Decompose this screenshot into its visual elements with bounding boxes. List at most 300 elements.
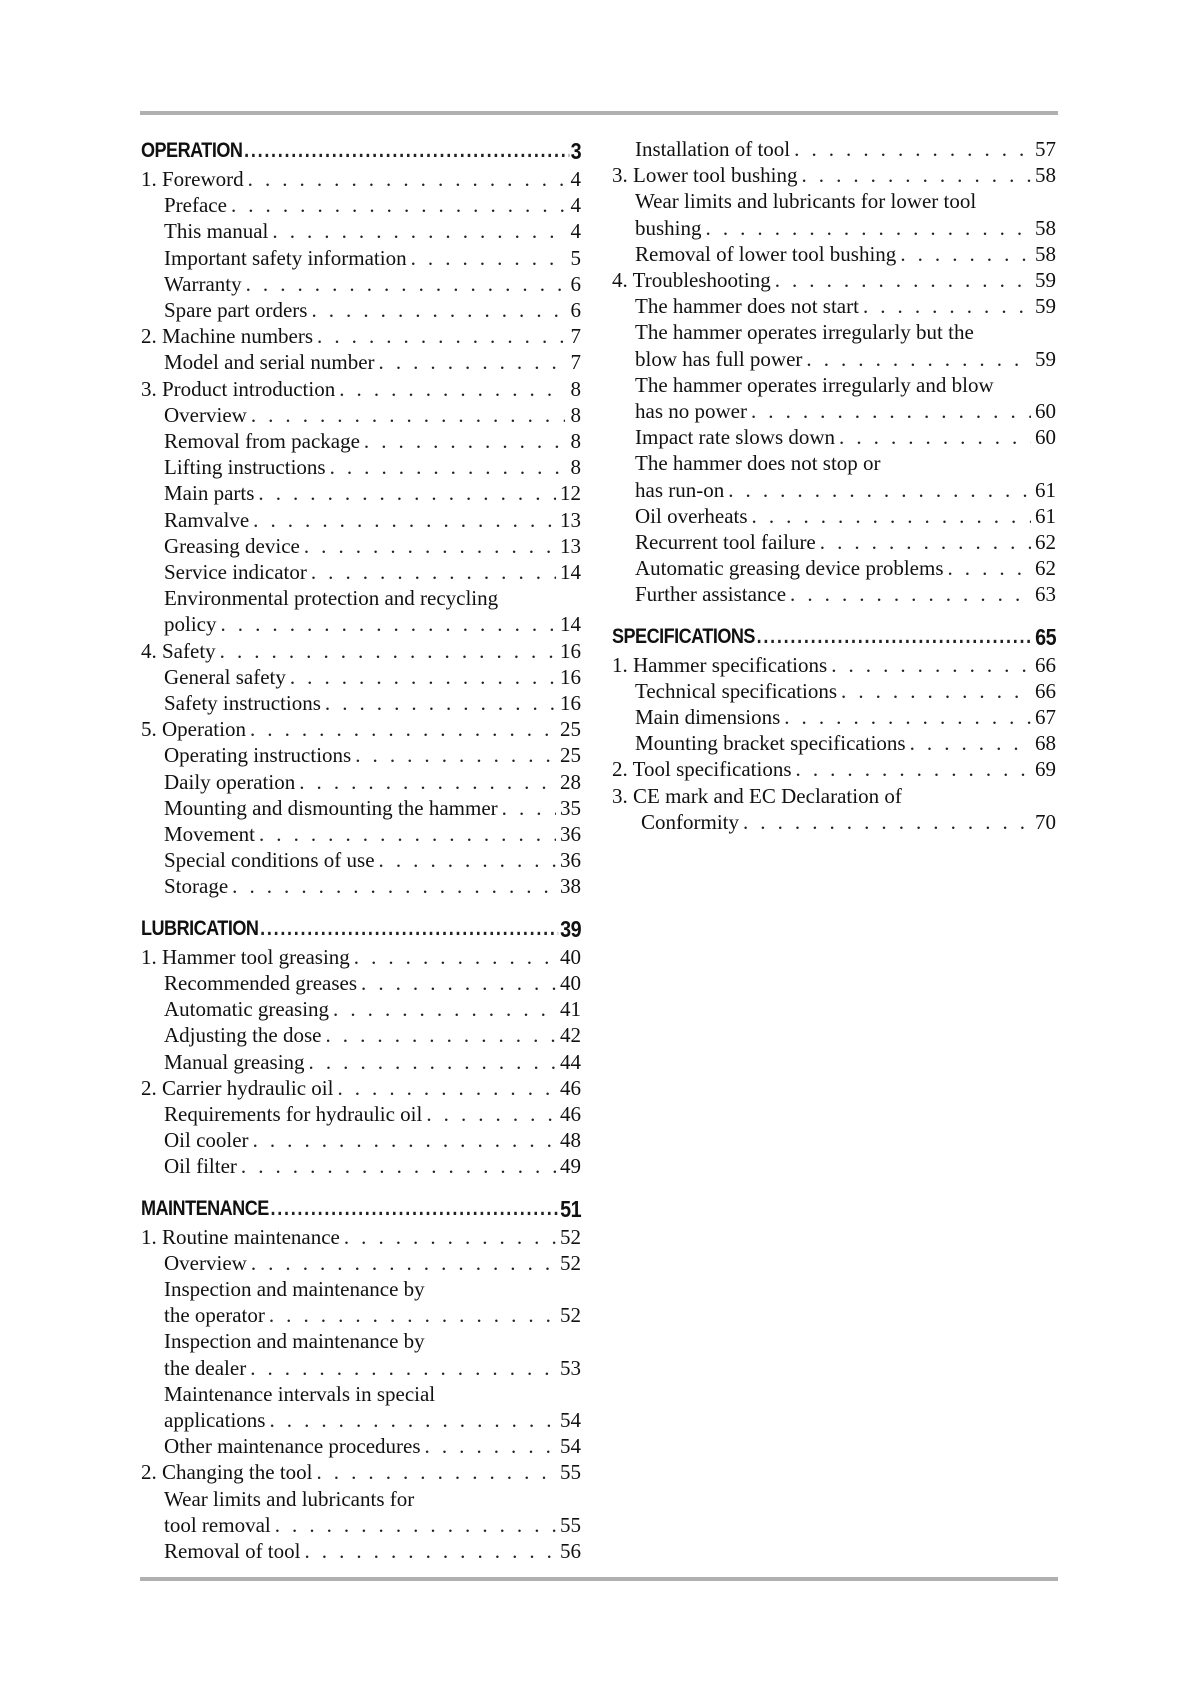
toc-entry-title: Oil overheats (635, 503, 748, 528)
toc-dot-leader (231, 192, 565, 218)
toc-entry[interactable] (141, 1381, 581, 1407)
toc-entry-page: 5 (570, 245, 581, 270)
toc-entry-title: Main parts (164, 481, 255, 506)
toc-entry[interactable] (141, 1512, 581, 1538)
toc-entry-title: This manual (164, 219, 269, 244)
toc-entry-title: Wear limits and lubricants for lower tool (635, 189, 977, 214)
toc-entry-page: 36 (560, 848, 581, 873)
toc-section (141, 914, 581, 1180)
toc-entry-title: Automatic greasing (164, 997, 330, 1022)
toc-dot-leader (796, 756, 1031, 782)
toc-dot-leader (354, 944, 556, 970)
toc-entry[interactable] (141, 611, 581, 637)
toc-entry-page: 58 (1035, 241, 1056, 266)
toc-entry[interactable] (141, 690, 581, 716)
toc-right-column (612, 136, 1056, 835)
toc-entry[interactable] (612, 730, 1056, 756)
toc-entry[interactable] (141, 1407, 581, 1433)
toc-entry-page: 6 (570, 271, 581, 296)
toc-entry-title: 4. Troubleshooting (612, 268, 771, 293)
toc-entry-title: The hammer operates irregularly and blow (635, 372, 994, 397)
toc-entry[interactable] (141, 585, 581, 611)
toc-entry-title: Special conditions of use (164, 848, 375, 873)
toc-dot-leader (251, 402, 565, 428)
toc-heading-page: 51 (560, 1195, 582, 1222)
toc-entry-title: 3. CE mark and EC Declaration of (612, 783, 902, 808)
toc-entry[interactable] (141, 1538, 581, 1564)
toc-dot-leader (502, 795, 556, 821)
toc-dot-leader (784, 704, 1031, 730)
toc-section (612, 136, 1056, 608)
toc-dot-leader (743, 809, 1031, 835)
toc-entry-page: 48 (560, 1128, 581, 1153)
toc-entry[interactable] (612, 652, 1056, 678)
toc-entry-title: Technical specifications (635, 678, 838, 703)
toc-entry[interactable] (612, 267, 1056, 293)
toc-dot-leader (411, 245, 565, 271)
toc-entry-title: 5. Operation (141, 717, 246, 742)
toc-entry[interactable] (141, 1276, 581, 1302)
toc-dot-leader (272, 218, 565, 244)
toc-entry-page: 4 (570, 193, 581, 218)
toc-dot-leader (379, 847, 556, 873)
toc-entry[interactable] (141, 297, 581, 323)
toc-dot-leader (311, 297, 565, 323)
toc-entry-page: 40 (560, 944, 581, 969)
toc-entry-page: 12 (560, 481, 581, 506)
toc-entry[interactable] (141, 638, 581, 664)
toc-entry-page: 58 (1035, 163, 1056, 188)
toc-heading-page: 65 (1035, 623, 1057, 650)
toc-entry-title: The hammer operates irregularly but the (635, 320, 974, 345)
toc-dot-leader (831, 652, 1031, 678)
toc-entry[interactable] (141, 323, 581, 349)
toc-entry-page: 70 (1035, 809, 1056, 834)
toc-dot-leader (317, 1459, 557, 1485)
toc-entry-title: Inspection and maintenance by (164, 1329, 425, 1354)
toc-entry-title: applications (164, 1407, 266, 1432)
toc-entry[interactable] (612, 188, 1056, 214)
toc-entry-page: 59 (1035, 268, 1056, 293)
toc-entry-title: General safety (164, 664, 286, 689)
toc-entry-page: 16 (560, 638, 581, 663)
toc-entry-page: 62 (1035, 530, 1056, 555)
toc-entry-page: 59 (1035, 294, 1056, 319)
toc-entry[interactable] (141, 559, 581, 585)
toc-section (141, 136, 581, 900)
top-divider (140, 111, 1058, 115)
toc-dot-leader (326, 1022, 557, 1048)
toc-dot-leader (339, 376, 565, 402)
toc-entry[interactable] (141, 821, 581, 847)
toc-dot-leader (344, 1224, 556, 1250)
toc-entry[interactable] (141, 1355, 581, 1381)
toc-dot-leader (241, 1153, 556, 1179)
toc-entry-title: Main dimensions (635, 705, 781, 730)
toc-entry[interactable] (141, 716, 581, 742)
toc-section (612, 622, 1056, 835)
toc-entry-page: 56 (560, 1538, 581, 1563)
toc-entry[interactable] (141, 349, 581, 375)
toc-entry-title: Safety instructions (164, 691, 321, 716)
toc-entry-page: 61 (1035, 477, 1056, 502)
toc-dot-leader (364, 428, 565, 454)
toc-entry-title: Oil filter (164, 1154, 237, 1179)
toc-entry-page: 66 (1035, 652, 1056, 677)
toc-entry-page: 4 (570, 167, 581, 191)
toc-entry[interactable] (141, 1459, 581, 1485)
toc-entry-title: Wear limits and lubricants for (164, 1486, 415, 1511)
toc-entry[interactable] (141, 1302, 581, 1328)
toc-entry-title: Storage (164, 874, 229, 899)
toc-entry[interactable] (141, 873, 581, 899)
toc-entry[interactable] (141, 1022, 581, 1048)
toc-entry[interactable] (612, 241, 1056, 267)
toc-entry-page: 35 (560, 795, 581, 820)
toc-entry-title: Environmental protection and recycling (164, 586, 499, 611)
toc-entry-title: Removal from package (164, 429, 360, 454)
toc-dot-leader (728, 477, 1031, 503)
toc-entry-title: 1. Foreword (141, 167, 244, 191)
toc-entry-page: 25 (560, 717, 581, 742)
toc-entry-page: 8 (570, 376, 581, 401)
toc-entry[interactable] (141, 1433, 581, 1459)
toc-entry[interactable] (141, 507, 581, 533)
toc-dot-leader (325, 690, 556, 716)
toc-entry-title: 2. Changing the tool (141, 1460, 313, 1485)
toc-entry[interactable] (141, 428, 581, 454)
toc-dot-leader (251, 1250, 556, 1276)
toc-dot-leader (253, 1127, 556, 1153)
toc-entry-page: 7 (570, 350, 581, 375)
toc-dot-leader (221, 611, 557, 637)
toc-entry[interactable] (612, 581, 1056, 607)
toc-entry-title: Conformity (641, 809, 739, 834)
toc-entry-title: has no power (635, 399, 747, 424)
toc-entry-page: 60 (1035, 399, 1056, 424)
toc-dot-leader (790, 581, 1031, 607)
toc-entry-title: tool removal (164, 1512, 271, 1537)
toc-entry-title: Daily operation (164, 769, 296, 794)
toc-heading-title: LUBRICATION (141, 916, 259, 940)
toc-entry-page: 4 (570, 219, 581, 244)
toc-entry-page: 69 (1035, 757, 1056, 782)
toc-entry[interactable] (141, 402, 581, 428)
toc-dot-leader (379, 349, 565, 375)
toc-entry-page: 54 (560, 1434, 581, 1459)
toc-entry-title: Lifting instructions (164, 455, 326, 480)
toc-entry-title: the dealer (164, 1355, 247, 1380)
toc-entry-page: 42 (560, 1023, 581, 1048)
toc-dot-leader (304, 1538, 556, 1564)
toc-entry[interactable] (612, 346, 1056, 372)
toc-entry-page: 44 (560, 1049, 581, 1074)
toc-entry[interactable] (612, 477, 1056, 503)
toc-dot-leader (948, 555, 1032, 581)
toc-entry[interactable] (141, 166, 581, 192)
toc-entry-title: blow has full power (635, 346, 803, 371)
toc-dot-leader (232, 873, 556, 899)
toc-entry-page: 52 (560, 1224, 581, 1249)
toc-entry[interactable] (612, 215, 1056, 241)
toc-entry-title: Overview (164, 402, 247, 427)
toc-heading-title: SPECIFICATIONS (612, 624, 755, 648)
toc-entry-title: The hammer does not stop or (635, 451, 881, 476)
toc-dot-leader (775, 267, 1031, 293)
toc-entry[interactable] (141, 1153, 581, 1179)
toc-entry[interactable] (612, 372, 1056, 398)
toc-entry-title: Spare part orders (164, 298, 308, 323)
toc-entry-page: 59 (1035, 346, 1056, 371)
bottom-divider (140, 1577, 1058, 1581)
toc-entry-page: 8 (570, 455, 581, 480)
toc-entry[interactable] (612, 678, 1056, 704)
toc-entry[interactable] (141, 271, 581, 297)
toc-entry-title: Maintenance intervals in special (164, 1381, 436, 1406)
toc-dot-leader (260, 914, 558, 944)
toc-entry[interactable] (141, 795, 581, 821)
toc-entry[interactable] (612, 319, 1056, 345)
toc-dot-leader (820, 529, 1031, 555)
toc-entry[interactable] (141, 1049, 581, 1075)
toc-dot-leader (270, 1194, 558, 1224)
toc-entry-page: 41 (560, 997, 581, 1022)
toc-entry-page: 52 (560, 1250, 581, 1275)
toc-entry[interactable] (141, 218, 581, 244)
toc-dot-leader (361, 970, 556, 996)
toc-section-heading[interactable] (612, 622, 1056, 652)
toc-entry[interactable] (141, 1224, 581, 1250)
toc-entry[interactable] (141, 847, 581, 873)
toc-entry-title: has run-on (635, 477, 725, 502)
toc-entry-title: 2. Carrier hydraulic oil (141, 1075, 334, 1100)
toc-entry-page: 54 (560, 1407, 581, 1432)
toc-dot-leader (333, 996, 556, 1022)
toc-section-heading[interactable] (141, 914, 581, 944)
toc-entry-page: 8 (570, 429, 581, 454)
toc-entry-page: 16 (560, 664, 581, 689)
toc-dot-leader (330, 454, 565, 480)
toc-entry-title: Movement (164, 822, 255, 847)
toc-section-heading[interactable] (141, 136, 581, 166)
toc-dot-leader (275, 1512, 556, 1538)
toc-entry-page: 40 (560, 970, 581, 995)
toc-entry[interactable] (141, 454, 581, 480)
toc-dot-leader (841, 678, 1031, 704)
toc-entry[interactable] (612, 783, 1056, 809)
toc-entry-title: the operator (164, 1303, 265, 1328)
toc-entry[interactable] (612, 450, 1056, 476)
toc-dot-leader (425, 1433, 556, 1459)
toc-entry-page: 68 (1035, 731, 1056, 756)
toc-entry-title: Important safety information (164, 245, 407, 270)
toc-entry-page: 66 (1035, 678, 1056, 703)
toc-entry[interactable] (141, 944, 581, 970)
toc-entry[interactable] (141, 245, 581, 271)
toc-entry[interactable] (141, 1486, 581, 1512)
toc-dot-leader (757, 622, 1034, 652)
toc-entry-title: The hammer does not start (635, 294, 859, 319)
toc-dot-leader (244, 136, 569, 166)
toc-entry-title: 4. Safety (141, 638, 216, 663)
toc-entry[interactable] (141, 1101, 581, 1127)
toc-dot-leader (248, 166, 565, 192)
toc-dot-leader (863, 293, 1031, 319)
toc-entry-page: 57 (1035, 137, 1056, 161)
toc-entry-title: Greasing device (164, 533, 300, 558)
toc-entry-title: 2. Tool specifications (612, 757, 792, 782)
toc-entry-title: Other maintenance procedures (164, 1434, 421, 1459)
toc-entry-title: 1. Routine maintenance (141, 1224, 340, 1249)
toc-entry-title: 2. Machine numbers (141, 324, 314, 349)
toc-dot-leader (309, 1049, 556, 1075)
toc-entry[interactable] (141, 996, 581, 1022)
toc-entry[interactable] (141, 1127, 581, 1153)
toc-entry-title: Recommended greases (164, 970, 358, 995)
toc-entry[interactable] (141, 1250, 581, 1276)
toc-dot-leader (801, 162, 1031, 188)
toc-entry-title: Preface (164, 193, 227, 218)
toc-entry-title: Mounting and dismounting the hammer (164, 795, 498, 820)
toc-entry-page: 67 (1035, 705, 1056, 730)
toc-entry-title: policy (164, 612, 217, 637)
toc-dot-leader (839, 424, 1031, 450)
toc-entry[interactable] (141, 376, 581, 402)
toc-entry[interactable] (612, 398, 1056, 424)
toc-entry-page: 61 (1035, 503, 1056, 528)
toc-entry-page: 46 (560, 1101, 581, 1126)
toc-entry[interactable] (141, 192, 581, 218)
toc-entry-page: 6 (570, 298, 581, 323)
toc-dot-leader (220, 638, 556, 664)
toc-entry[interactable] (612, 756, 1056, 782)
toc-entry[interactable] (141, 1328, 581, 1354)
toc-entry-title: Removal of lower tool bushing (635, 241, 897, 266)
toc-heading-title: OPERATION (141, 139, 243, 162)
toc-entry-page: 8 (570, 402, 581, 427)
toc-dot-leader (337, 1075, 556, 1101)
toc-entry[interactable] (141, 480, 581, 506)
toc-dot-leader (706, 215, 1031, 241)
toc-entry[interactable] (612, 293, 1056, 319)
toc-entry-page: 13 (560, 507, 581, 532)
toc-entry[interactable] (612, 162, 1056, 188)
toc-entry-page: 16 (560, 691, 581, 716)
toc-dot-leader (355, 742, 556, 768)
toc-entry[interactable] (612, 555, 1056, 581)
toc-entry-title: Ramvalve (164, 507, 250, 532)
toc-dot-leader (250, 716, 556, 742)
toc-heading-page: 3 (570, 138, 582, 164)
toc-entry-title: Requirements for hydraulic oil (164, 1101, 423, 1126)
toc-entry-page: 14 (560, 560, 581, 585)
toc-entry[interactable] (141, 970, 581, 996)
toc-entry[interactable] (612, 809, 1056, 835)
toc-dot-leader (426, 1101, 556, 1127)
toc-dot-leader (910, 730, 1031, 756)
toc-entry-page: 14 (560, 612, 581, 637)
toc-entry-page: 38 (560, 874, 581, 899)
toc-section (141, 1194, 581, 1565)
toc-heading-title: MAINTENANCE (141, 1196, 269, 1220)
toc-entry-page: 58 (1035, 215, 1056, 240)
toc-entry[interactable] (612, 704, 1056, 730)
toc-entry-title: Removal of tool (164, 1538, 301, 1563)
toc-dot-leader (317, 323, 565, 349)
toc-entry-title: Mounting bracket specifications (635, 731, 906, 756)
toc-entry-page: 62 (1035, 556, 1056, 581)
toc-dot-leader (246, 271, 565, 297)
toc-entry-title: Overview (164, 1250, 247, 1275)
toc-entry-title: Model and serial number (164, 350, 375, 375)
toc-entry-page: 49 (560, 1154, 581, 1179)
toc-entry[interactable] (141, 742, 581, 768)
toc-entry-page: 28 (560, 769, 581, 794)
toc-section-heading[interactable] (141, 1194, 581, 1224)
toc-entry-title: Further assistance (635, 582, 787, 607)
toc-entry[interactable] (612, 424, 1056, 450)
toc-entry-page: 36 (560, 822, 581, 847)
toc-entry-title: 1. Hammer specifications (612, 652, 828, 677)
toc-entry[interactable] (141, 1075, 581, 1101)
toc-entry-title: 3. Lower tool bushing (612, 163, 798, 188)
toc-entry-title: Manual greasing (164, 1049, 305, 1074)
toc-dot-leader (299, 769, 556, 795)
toc-dot-leader (752, 503, 1031, 529)
toc-entry-title: Inspection and maintenance by (164, 1276, 425, 1301)
toc-dot-leader (253, 507, 556, 533)
toc-dot-leader (269, 1407, 556, 1433)
toc-entry-title: Installation of tool (635, 137, 791, 161)
toc-entry-title: bushing (635, 215, 702, 240)
toc-dot-leader (304, 533, 556, 559)
toc-entry-page: 46 (560, 1075, 581, 1100)
toc-dot-leader (751, 398, 1031, 424)
toc-entry-page: 25 (560, 743, 581, 768)
toc-entry-page: 7 (570, 324, 581, 349)
toc-left-column (141, 136, 581, 1564)
toc-dot-leader (258, 480, 556, 506)
toc-entry[interactable] (612, 529, 1056, 555)
toc-entry-title: Adjusting the dose (164, 1023, 322, 1048)
toc-entry[interactable] (141, 769, 581, 795)
toc-entry-page: 52 (560, 1303, 581, 1328)
toc-entry-title: Operating instructions (164, 743, 352, 768)
toc-entry-title: Oil cooler (164, 1128, 249, 1153)
toc-entry-page: 53 (560, 1355, 581, 1380)
toc-entry[interactable] (612, 136, 1056, 162)
toc-entry-page: 55 (560, 1460, 581, 1485)
toc-entry-title: 1. Hammer tool greasing (141, 944, 350, 969)
toc-entry-title: Impact rate slows down (635, 425, 836, 450)
toc-dot-leader (259, 821, 556, 847)
toc-entry[interactable] (612, 503, 1056, 529)
toc-dot-leader (900, 241, 1031, 267)
toc-dot-leader (806, 346, 1031, 372)
toc-entry-title: Service indicator (164, 560, 307, 585)
toc-entry-title: Recurrent tool failure (635, 530, 816, 555)
toc-heading-page: 39 (560, 915, 582, 942)
toc-dot-leader (311, 559, 556, 585)
toc-dot-leader (250, 1355, 556, 1381)
toc-entry[interactable] (141, 664, 581, 690)
toc-entry-title: Automatic greasing device problems (635, 556, 944, 581)
toc-dot-leader (269, 1302, 556, 1328)
toc-entry-title: Warranty (164, 271, 242, 296)
toc-entry[interactable] (141, 533, 581, 559)
toc-entry-page: 60 (1035, 425, 1056, 450)
toc-dot-leader (794, 136, 1031, 162)
